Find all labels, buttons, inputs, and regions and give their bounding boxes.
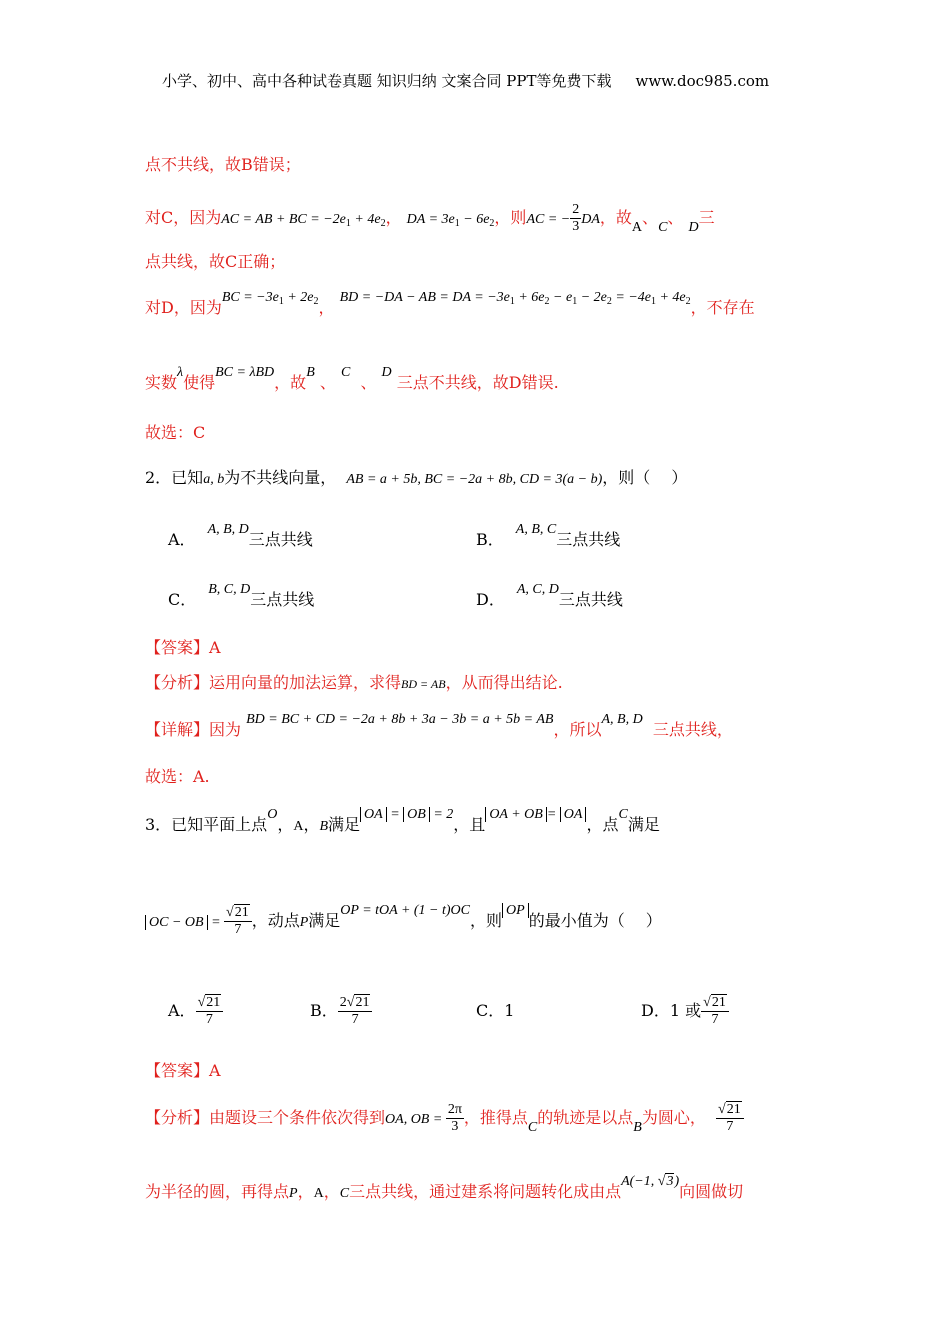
q2-analysis: 【分析】运用向量的加法运算，求得BD = AB，从而得出结论. [145, 673, 563, 692]
q3-analysis-2: 为半径的圆，再得点P，A，C三点共线，通过建系将问题转化成由点A(−1, √3)向圆做切 [145, 1174, 744, 1201]
q2-choose: 故选：A. [145, 767, 210, 786]
q3-stem: 3．已知平面上点O，A，B满足OA = OB = 2，且OA + OB = OA，点C满足 [145, 807, 660, 834]
prev-line-2: 对C，因为AC = AB + BC = $-2e_1 + 4e_2$， DA = $3e_1 - 6e_2$，则AC = − $\frac{2}{3}$ DA，故A、C、 D三 [145, 202, 715, 235]
prev-line-6: 故选：C [145, 423, 206, 442]
q3-option-a[interactable]: A． $\frac{√21}{7}$ [168, 995, 223, 1028]
q3-option-c[interactable]: C．1 [476, 1001, 515, 1020]
q2-answer: 【答案】A [145, 638, 221, 657]
q2-stem: 2．已知a, b为不共线向量， AB = a + 5b, BC = −2a + 8b, CD = 3(a − b)，则（ ） [145, 468, 688, 487]
prev-line-1: 点不共线，故B错误； [145, 155, 301, 174]
prev-line-5: 实数λ使得BC = λBD，故B 、 C 、 D 三点不共线，故D错误. [145, 365, 559, 392]
q2-option-b[interactable]: B．A, B, C三点共线 [476, 522, 621, 549]
page-header [162, 70, 769, 91]
prev-line-4: 对D，因为BC = $-3e_1 + 2e_2$， BD = −DA − AB = DA = $-3e_1 + 6e_2 - e_1 - 2e_2 = -4e_1 + 4e_2$，不存在 [145, 290, 755, 317]
q2-option-a[interactable]: A．A, B, D三点共线 [168, 522, 313, 549]
q3-stem-2: OC − OB = $\frac{√21}{7}$ ，动点P满足OP = tOA + (1 − t)OC，则OP的最小值为（ ） [145, 905, 662, 938]
header-title: 小学、初中、高中各种试卷真题 知识归纳 文案合同 PPT等免费下载 [162, 72, 612, 90]
q3-option-b[interactable]: B． $\frac{2√21}{7}$ [310, 995, 372, 1028]
q2-option-c[interactable]: C．B, C, D三点共线 [168, 582, 315, 609]
q3-answer: 【答案】A [145, 1061, 221, 1080]
prev-line-3: 点共线，故C正确； [145, 252, 286, 271]
header-url[interactable]: www.doc985.com [635, 72, 770, 90]
fraction-2-3: $\frac{2}{3}$ [572, 202, 580, 234]
q3-analysis-1: 【分析】由题设三个条件依次得到OA, OB = $\frac{2\pi}{3}$ ，推得点C的轨迹是以点B为圆心， $\frac{√21}{7}$ [145, 1102, 744, 1135]
q2-detail: 【详解】因为 BD = BC + CD = −2a + 8b + 3a − 3b = a + 5b = AB，所以A, B, D 三点共线， [145, 712, 733, 739]
fraction-sqrt21-7: $\frac{√21}{7}$ [224, 905, 252, 938]
q3-option-d[interactable]: D．1 或 $\frac{√21}{7}$ [641, 995, 729, 1028]
q2-option-d[interactable]: D．A, C, D三点共线 [476, 582, 623, 609]
